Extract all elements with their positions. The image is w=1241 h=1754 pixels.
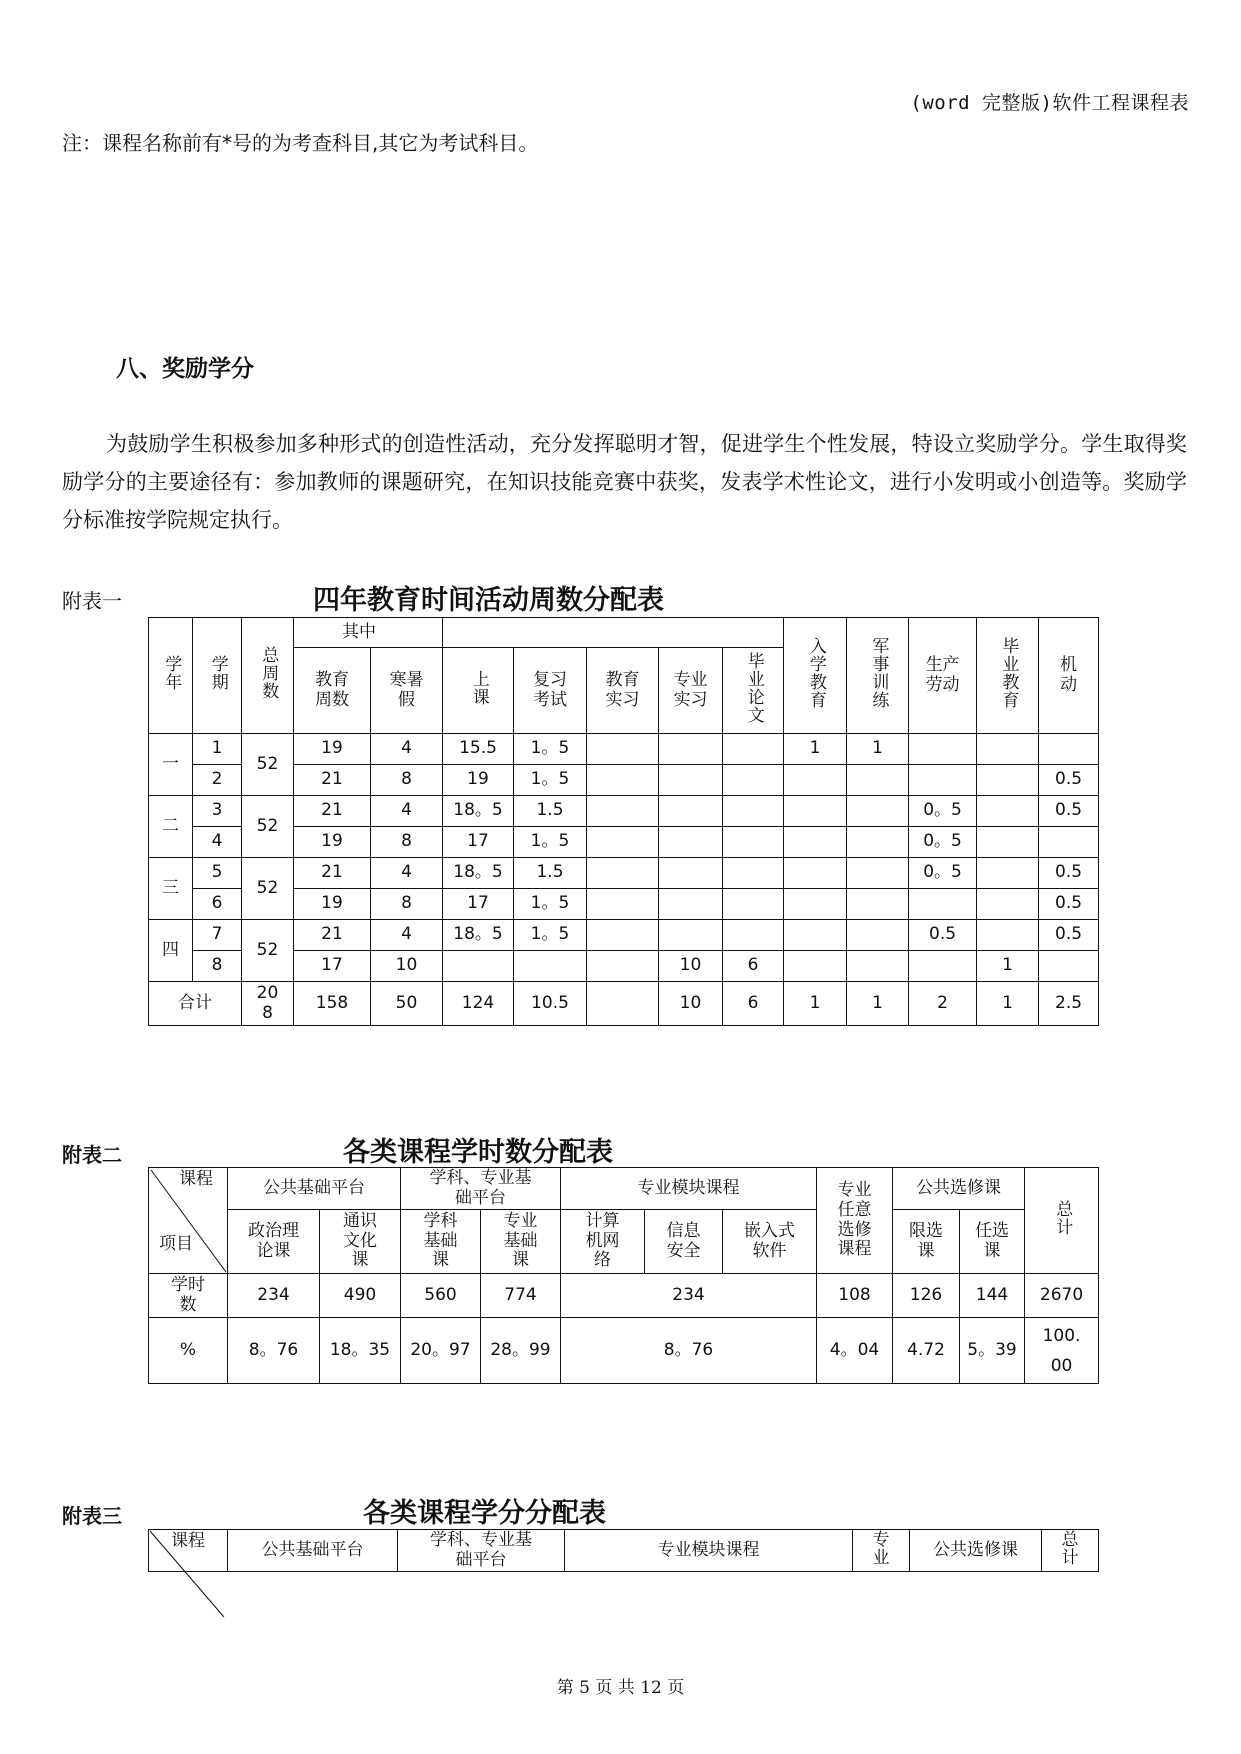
table-cell bbox=[977, 889, 1039, 920]
table-cell: 4 bbox=[371, 858, 443, 889]
table-cell: 8。76 bbox=[228, 1318, 320, 1384]
table-row bbox=[149, 1318, 1099, 1384]
table-cell: 0.5 bbox=[909, 920, 977, 951]
table-cell bbox=[659, 734, 723, 765]
table-cell: 8。76 bbox=[561, 1318, 817, 1384]
term-cell: 6 bbox=[193, 889, 242, 920]
table-cell bbox=[784, 858, 847, 889]
table-cell: 1。5 bbox=[514, 765, 587, 796]
table-cell bbox=[847, 796, 909, 827]
table-cell: 1。5 bbox=[514, 734, 587, 765]
table-cell bbox=[847, 858, 909, 889]
table-cell: 4 bbox=[371, 920, 443, 951]
year-cell: 二 bbox=[149, 796, 193, 858]
table-cell bbox=[977, 827, 1039, 858]
th-sub: 信息安全 bbox=[645, 1210, 723, 1274]
table-cell: 2670 bbox=[1025, 1274, 1099, 1318]
table-cell: 6 bbox=[723, 982, 784, 1026]
table-cell: 158 bbox=[294, 982, 371, 1026]
th-enroll: 入学教育 bbox=[784, 618, 847, 734]
term-cell: 3 bbox=[193, 796, 242, 827]
table-cell bbox=[514, 951, 587, 982]
table-cell: 19 bbox=[294, 889, 371, 920]
corner-top-label: 课程 bbox=[171, 1531, 205, 1551]
table-cell: 1 bbox=[784, 734, 847, 765]
table-cell: 1 bbox=[977, 982, 1039, 1026]
th-edu-weeks: 教育周数 bbox=[294, 648, 371, 734]
paragraph-text: 为鼓励学生积极参加多种形式的创造性活动，充分发挥聪明才智，促进学生个性发展，特设立奖励学分。学生取得奖励学分的主要途径有：参加教师的课题研究，在知识技能竞赛中获奖，发表学术性论文，进行小发明或小创造等。奖励学分标准按学院规定执行。 bbox=[62, 432, 1187, 532]
table-cell bbox=[587, 765, 659, 796]
table-cell bbox=[909, 734, 977, 765]
th-sub: 学科基础课 bbox=[401, 1210, 481, 1274]
table3-diagonal-line bbox=[148, 1529, 228, 1619]
table-cell: 6 bbox=[723, 951, 784, 982]
table-cell bbox=[847, 951, 909, 982]
table-cell bbox=[977, 920, 1039, 951]
table2-title: 各类课程学时数分配表 bbox=[343, 1137, 613, 1168]
table-cell: 774 bbox=[481, 1274, 561, 1318]
table-cell: 1。5 bbox=[514, 827, 587, 858]
table-cell: 100.00 bbox=[1025, 1318, 1099, 1384]
term-cell: 2 bbox=[193, 765, 242, 796]
table-cell: 17 bbox=[443, 827, 514, 858]
table-cell: 1 bbox=[847, 734, 909, 765]
th-elective: 专业 bbox=[853, 1530, 910, 1572]
table-cell: 2 bbox=[909, 982, 977, 1026]
total-weeks-cell: 52 bbox=[242, 858, 294, 920]
table-cell: 19 bbox=[294, 734, 371, 765]
table-cell: 108 bbox=[817, 1274, 893, 1318]
table1-title: 四年教育时间活动周数分配表 bbox=[313, 585, 664, 616]
th-group-blank bbox=[443, 618, 784, 648]
table3-title: 各类课程学分分配表 bbox=[363, 1498, 606, 1529]
table-cell bbox=[1039, 827, 1099, 858]
th-class: 上课 bbox=[443, 648, 514, 734]
section-title: 八、奖励学分 bbox=[116, 355, 254, 382]
th-grand-total: 总计 bbox=[1025, 1168, 1099, 1274]
table-cell: 10 bbox=[659, 951, 723, 982]
th-review: 复习考试 bbox=[514, 648, 587, 734]
table-cell: 560 bbox=[401, 1274, 481, 1318]
th-sub: 限选课 bbox=[893, 1210, 960, 1274]
table-cell bbox=[723, 765, 784, 796]
th-holiday: 寒暑假 bbox=[371, 648, 443, 734]
term-cell: 8 bbox=[193, 951, 242, 982]
table2-corner bbox=[149, 1168, 228, 1274]
reward-paragraph bbox=[62, 425, 1187, 539]
table-cell: 50 bbox=[371, 982, 443, 1026]
table-row bbox=[149, 1274, 1099, 1318]
table-cell: 490 bbox=[320, 1274, 401, 1318]
table-cell: 10 bbox=[371, 951, 443, 982]
table-cell bbox=[723, 889, 784, 920]
term-cell: 7 bbox=[193, 920, 242, 951]
table-cell: 0.5 bbox=[1039, 796, 1099, 827]
table-cell: 1 bbox=[784, 982, 847, 1026]
th-labor: 生产劳动 bbox=[909, 618, 977, 734]
table-row bbox=[149, 858, 1099, 889]
table-cell bbox=[723, 920, 784, 951]
table-cell: 8 bbox=[371, 889, 443, 920]
table-cell bbox=[659, 796, 723, 827]
table-cell bbox=[723, 858, 784, 889]
table-cell: 18。5 bbox=[443, 796, 514, 827]
th-module: 专业模块课程 bbox=[565, 1530, 853, 1572]
table-cell: 1。5 bbox=[514, 889, 587, 920]
year-cell: 一 bbox=[149, 734, 193, 796]
table-cell bbox=[587, 827, 659, 858]
table-cell: 18。5 bbox=[443, 858, 514, 889]
th-sub: 通识文化课 bbox=[320, 1210, 401, 1274]
total-label: 合计 bbox=[149, 982, 242, 1026]
th-sub: 嵌入式软件 bbox=[723, 1210, 817, 1274]
term-cell: 4 bbox=[193, 827, 242, 858]
table-cell: 18。5 bbox=[443, 920, 514, 951]
table-cell bbox=[587, 858, 659, 889]
table2-label: 附表二 bbox=[62, 1143, 122, 1167]
th-elective: 专业任意选修课程 bbox=[817, 1168, 893, 1274]
th-grand-total: 总计 bbox=[1042, 1530, 1099, 1572]
table-cell bbox=[659, 858, 723, 889]
table-row bbox=[149, 796, 1099, 827]
row-label: % bbox=[149, 1318, 228, 1384]
table-cell bbox=[723, 734, 784, 765]
total-weeks-cell: 52 bbox=[242, 734, 294, 796]
table-cell: 28。99 bbox=[481, 1318, 561, 1384]
table-cell bbox=[587, 982, 659, 1026]
table-cell: 0.5 bbox=[1039, 889, 1099, 920]
table-cell bbox=[784, 827, 847, 858]
table1-label: 附表一 bbox=[62, 589, 122, 613]
th-sub: 任选课 bbox=[960, 1210, 1025, 1274]
term-cell: 5 bbox=[193, 858, 242, 889]
table-cell: 21 bbox=[294, 765, 371, 796]
table-cell: 0.5 bbox=[1039, 765, 1099, 796]
th-sub: 政治理论课 bbox=[228, 1210, 320, 1274]
table-cell bbox=[1039, 951, 1099, 982]
corner-top-label: 课程 bbox=[179, 1169, 213, 1189]
table-cell bbox=[977, 765, 1039, 796]
th-grad: 毕业教育 bbox=[977, 618, 1039, 734]
table-cell: 5。39 bbox=[960, 1318, 1025, 1384]
th-public-elective: 公共选修课 bbox=[910, 1530, 1042, 1572]
table-cell: 0。5 bbox=[909, 827, 977, 858]
table-cell bbox=[784, 951, 847, 982]
th-flex: 机动 bbox=[1039, 618, 1099, 734]
table-cell bbox=[784, 889, 847, 920]
table-cell bbox=[587, 951, 659, 982]
table-cell bbox=[977, 858, 1039, 889]
table-cell: 0.5 bbox=[1039, 920, 1099, 951]
total-weeks-cell: 52 bbox=[242, 920, 294, 982]
table-cell bbox=[723, 827, 784, 858]
table-cell: 0.5 bbox=[1039, 858, 1099, 889]
table-cell: 10 bbox=[659, 982, 723, 1026]
corner-bottom-label: 项目 bbox=[159, 1234, 193, 1255]
table-cell: 234 bbox=[228, 1274, 320, 1318]
page-footer: 第 5 页 共 12 页 bbox=[556, 1678, 685, 1698]
table-cell bbox=[1039, 734, 1099, 765]
table-cell bbox=[587, 796, 659, 827]
table-cell bbox=[659, 827, 723, 858]
table-cell bbox=[659, 765, 723, 796]
table-cell bbox=[443, 951, 514, 982]
table-cell bbox=[909, 765, 977, 796]
th-group-of-which: 其中 bbox=[294, 618, 443, 648]
term-cell: 1 bbox=[193, 734, 242, 765]
table-cell bbox=[723, 796, 784, 827]
year-cell: 四 bbox=[149, 920, 193, 982]
table-cell: 0。5 bbox=[909, 858, 977, 889]
table3 bbox=[148, 1529, 1099, 1572]
table-cell: 19 bbox=[443, 765, 514, 796]
th-year: 学年 bbox=[149, 618, 193, 734]
table1 bbox=[148, 617, 1099, 1026]
table-cell: 21 bbox=[294, 920, 371, 951]
table-cell: 21 bbox=[294, 796, 371, 827]
table-cell bbox=[977, 796, 1039, 827]
table1-total-row bbox=[149, 982, 1099, 1026]
th-sub: 专业基础课 bbox=[481, 1210, 561, 1274]
th-discipline-basic: 学科、专业基础平台 bbox=[401, 1168, 561, 1210]
table-cell bbox=[659, 889, 723, 920]
table-cell bbox=[909, 951, 977, 982]
table-cell: 4 bbox=[371, 796, 443, 827]
table-cell bbox=[784, 796, 847, 827]
th-sub: 计算机网络 bbox=[561, 1210, 645, 1274]
th-public-basic: 公共基础平台 bbox=[228, 1168, 401, 1210]
table-cell: 0。5 bbox=[909, 796, 977, 827]
table-cell: 124 bbox=[443, 982, 514, 1026]
table-cell: 4。04 bbox=[817, 1318, 893, 1384]
table2 bbox=[148, 1167, 1099, 1384]
th-thesis: 毕业论文 bbox=[723, 648, 784, 734]
th-major-practice: 专业实习 bbox=[659, 648, 723, 734]
table-cell: 21 bbox=[294, 858, 371, 889]
table-cell: 1 bbox=[977, 951, 1039, 982]
table-cell bbox=[587, 889, 659, 920]
table-cell bbox=[659, 920, 723, 951]
table-cell: 18。35 bbox=[320, 1318, 401, 1384]
th-module: 专业模块课程 bbox=[561, 1168, 817, 1210]
table-cell: 234 bbox=[561, 1274, 817, 1318]
table3-label: 附表三 bbox=[62, 1504, 122, 1528]
table-cell: 19 bbox=[294, 827, 371, 858]
table-cell: 20。97 bbox=[401, 1318, 481, 1384]
th-term: 学期 bbox=[193, 618, 242, 734]
th-total-weeks: 总周数 bbox=[242, 618, 294, 734]
year-cell: 三 bbox=[149, 858, 193, 920]
table-cell bbox=[587, 920, 659, 951]
row-label: 学时数 bbox=[149, 1274, 228, 1318]
table-row bbox=[149, 920, 1099, 951]
table-cell: 1.5 bbox=[514, 796, 587, 827]
table-cell: 4.72 bbox=[893, 1318, 960, 1384]
table-cell bbox=[784, 765, 847, 796]
table-cell: 15.5 bbox=[443, 734, 514, 765]
table-cell: 4 bbox=[371, 734, 443, 765]
table-cell bbox=[784, 920, 847, 951]
th-public-basic: 公共基础平台 bbox=[228, 1530, 398, 1572]
table-cell: 8 bbox=[371, 765, 443, 796]
table-cell: 1。5 bbox=[514, 920, 587, 951]
course-note: 注：课程名称前有*号的为考查科目,其它为考试科目。 bbox=[62, 131, 539, 155]
table-cell bbox=[977, 734, 1039, 765]
th-practice: 教育实习 bbox=[587, 648, 659, 734]
total-weeks: 208 bbox=[242, 982, 294, 1026]
page-header: (word 完整版)软件工程课程表 bbox=[910, 92, 1189, 114]
table-cell: 17 bbox=[294, 951, 371, 982]
table-cell: 1.5 bbox=[514, 858, 587, 889]
table-cell bbox=[587, 734, 659, 765]
th-military: 军事训练 bbox=[847, 618, 909, 734]
table-cell bbox=[847, 827, 909, 858]
table-row bbox=[149, 734, 1099, 765]
table-cell bbox=[909, 889, 977, 920]
total-weeks-cell: 52 bbox=[242, 796, 294, 858]
table-cell: 8 bbox=[371, 827, 443, 858]
table-cell bbox=[847, 920, 909, 951]
table-cell: 126 bbox=[893, 1274, 960, 1318]
table-cell: 2.5 bbox=[1039, 982, 1099, 1026]
table-cell bbox=[847, 765, 909, 796]
table-cell bbox=[847, 889, 909, 920]
table-cell: 1 bbox=[847, 982, 909, 1026]
table-cell: 144 bbox=[960, 1274, 1025, 1318]
th-discipline-basic: 学科、专业基础平台 bbox=[398, 1530, 565, 1572]
table-cell: 10.5 bbox=[514, 982, 587, 1026]
table-cell: 17 bbox=[443, 889, 514, 920]
th-public-elective: 公共选修课 bbox=[893, 1168, 1025, 1210]
